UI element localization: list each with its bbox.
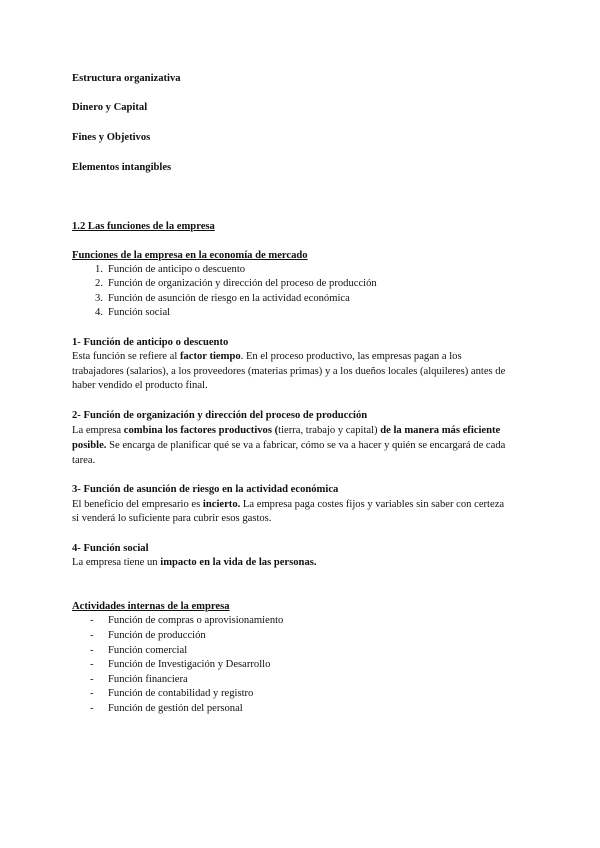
f4-bold: impacto en la vida de las personas.	[160, 557, 317, 568]
list-item: Función de producción	[108, 630, 206, 641]
list-item: Función financiera	[108, 674, 188, 685]
list-number: 2.	[95, 278, 103, 289]
section-title: 1.2 Las funciones de la empresa	[72, 221, 215, 232]
heading-intangibles: Elementos intangibles	[72, 162, 172, 173]
list-item: Función social	[108, 307, 171, 318]
f1-text: . En el proceso productivo, las empresas pagan a los	[240, 351, 462, 362]
f4-line-1	[72, 556, 317, 570]
f2-text: tierra, trabajo y capital)	[278, 425, 381, 436]
list-item: Función de contabilidad y registro	[108, 688, 254, 699]
heading-dinero: Dinero y Capital	[72, 102, 148, 113]
f3-text: El beneficio del empresario es	[72, 499, 203, 510]
f3-line-2: si venderá lo suficiente para cubrir esos gastos.	[72, 513, 272, 524]
f1-bold: factor tiempo	[179, 351, 241, 362]
f2-text: Se encarga de planificar qué se va a fabricar, cómo se va a hacer y quién se encargará de cada	[106, 440, 506, 451]
bullet-dash: -	[90, 688, 94, 699]
f2-line-3: tarea.	[72, 455, 96, 466]
list-number: 4.	[95, 307, 103, 318]
f1-text: Esta función se refiere al	[72, 351, 180, 362]
f1-title: 1- Función de anticipo o descuento	[72, 337, 229, 348]
list-item: Función de compras o aprovisionamiento	[108, 615, 284, 626]
bullet-dash: -	[90, 645, 94, 656]
list-number: 3.	[95, 293, 103, 304]
heading-fines: Fines y Objetivos	[72, 132, 151, 143]
bullet-dash: -	[90, 615, 94, 626]
f1-line-3: haber vendido el producto final.	[72, 380, 208, 391]
f4-text: La empresa tiene un	[72, 557, 161, 568]
list-number: 1.	[95, 264, 103, 275]
f3-title: 3- Función de asunción de riesgo en la actividad económica	[72, 484, 339, 495]
f3-line-1	[72, 498, 504, 512]
f2-line-1	[72, 424, 500, 438]
f1-line-1	[72, 350, 462, 364]
actividades-heading: Actividades internas de la empresa	[72, 601, 230, 612]
list-item: Función de gestión del personal	[108, 703, 243, 714]
f4-title: 4- Función social	[72, 543, 149, 554]
funciones-heading: Funciones de la empresa en la economía de mercado	[72, 250, 308, 261]
list-item: Función de anticipo o descuento	[108, 264, 246, 275]
f1-line-2: trabajadores (salarios), a los proveedores (materias primas) y a los dueños locales (alquileres) antes de	[72, 366, 506, 377]
list-item: Función comercial	[108, 645, 188, 656]
list-item: Función de asunción de riesgo en la actividad económica	[108, 293, 350, 304]
f2-text: La empresa	[72, 425, 124, 436]
list-item: Función de organización y dirección del proceso de producción	[108, 278, 377, 289]
bullet-dash: -	[90, 703, 94, 714]
f2-bold: posible.	[72, 440, 107, 451]
f2-line-2	[72, 439, 505, 453]
f2-bold: de la manera más eficiente	[380, 425, 501, 436]
list-item: Función de Investigación y Desarrollo	[108, 659, 271, 670]
bullet-dash: -	[90, 659, 94, 670]
f3-bold: incierto.	[202, 499, 241, 510]
bullet-dash: -	[90, 630, 94, 641]
f3-text: La empresa paga costes fijos y variables sin saber con certeza	[240, 499, 505, 510]
heading-estructura: Estructura organizativa	[72, 73, 181, 84]
f2-title: 2- Función de organización y dirección del proceso de producción	[72, 410, 368, 421]
bullet-dash: -	[90, 674, 94, 685]
f2-bold: combina los factores productivos (	[123, 425, 279, 436]
